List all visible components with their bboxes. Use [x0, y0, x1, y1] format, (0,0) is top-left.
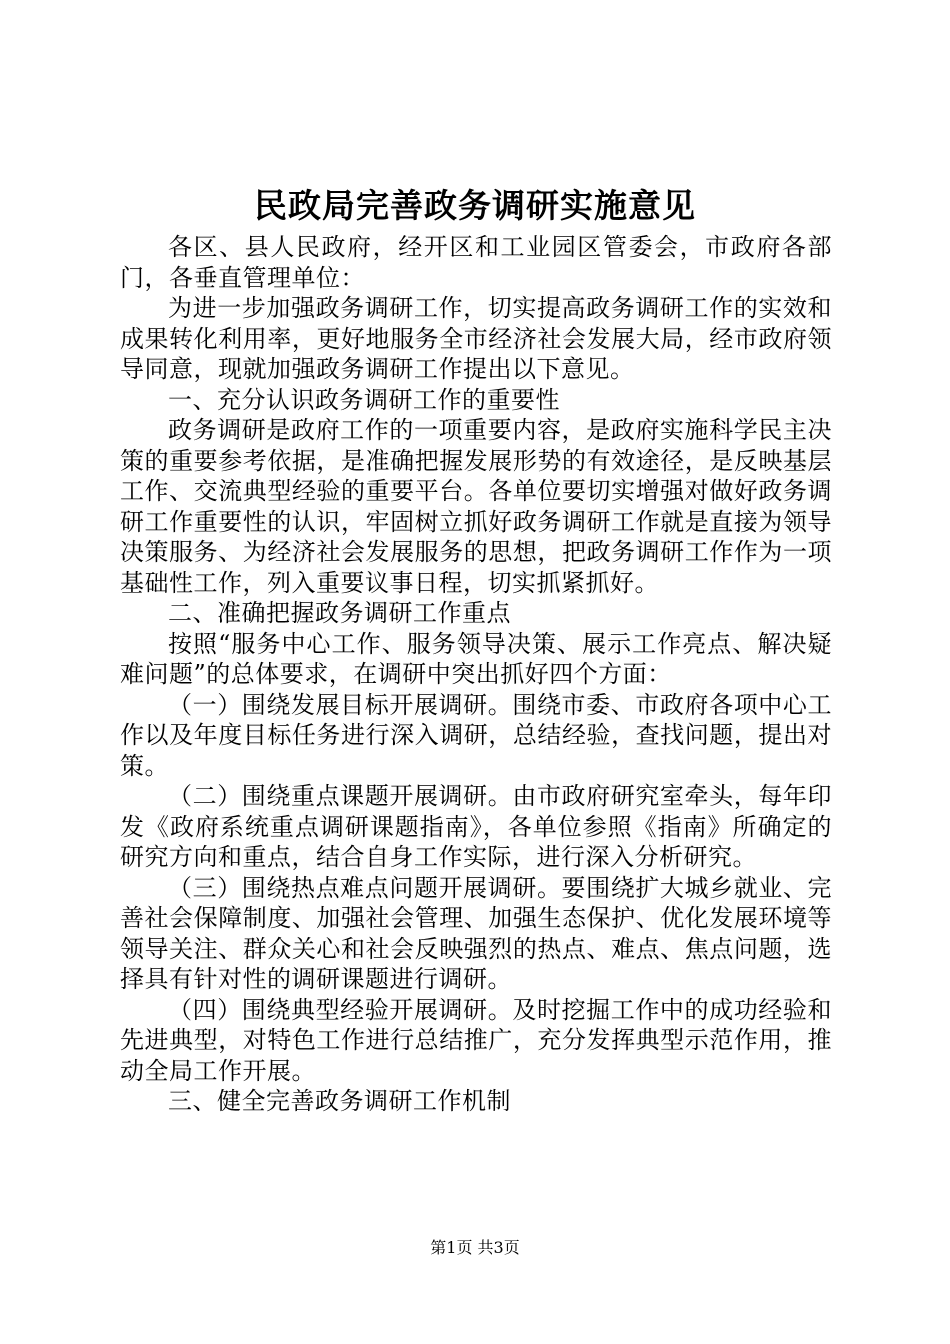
body-paragraph: 政务调研是政府工作的一项重要内容，是政府实施科学民主决策的重要参考依据，是准确把握发展形势的有效途径，是反映基层工作、交流典型经验的重要平台。各单位要切实增强对做好政务调研工作重要性的认识，牢固树立抓好政务调研工作就是直接为领导决策服务、为经济社会发展服务的思想，把政务调研工作作为一项基础性工作，列入重要议事日程，切实抓紧抓好。	[120, 416, 832, 597]
intro-paragraph: 为进一步加强政务调研工作，切实提高政务调研工作的实效和成果转化利用率，更好地服务全市经济社会发展大局，经市政府领导同意，现就加强政务调研工作提出以下意见。	[120, 294, 832, 383]
document-body	[120, 232, 832, 1117]
sub-item-paragraph-1: （一）围绕发展目标开展调研。围绕市委、市政府各项中心工作以及年度目标任务进行深入调研，总结经验，查找问题，提出对策。	[120, 690, 832, 780]
section-heading-2: 二、准确把握政务调研工作重点	[168, 599, 511, 627]
page-number-footer: 第1页 共3页	[430, 1238, 520, 1257]
sub-item-paragraph-2: （二）围绕重点课题开展调研。由市政府研究室牵头，每年印发《政府系统重点调研课题指南》，各单位参照《指南》所确定的研究方向和重点，结合自身工作实际，进行深入分析研究。	[120, 782, 832, 871]
body-paragraph: 按照“服务中心工作、服务领导决策、展示工作亮点、解决疑难问题”的总体要求，在调研中突出抓好四个方面：	[120, 629, 832, 688]
sub-item-paragraph-3: （三）围绕热点难点问题开展调研。要围绕扩大城乡就业、完善社会保障制度、加强社会管理、加强生态保护、优化发展环境等领导关注、群众关心和社会反映强烈的热点、难点、焦点问题，选择具有针对性的调研课题进行调研。	[120, 873, 832, 993]
document-title: 民政局完善政务调研实施意见	[254, 186, 696, 225]
sub-item-paragraph-4: （四）围绕典型经验开展调研。及时挖掘工作中的成功经验和先进典型，对特色工作进行总结推广，充分发挥典型示范作用，推动全局工作开展。	[120, 995, 832, 1085]
salutation-paragraph: 各区、县人民政府，经开区和工业园区管委会，市政府各部门，各垂直管理单位：	[120, 233, 832, 292]
section-heading-3: 三、健全完善政务调研工作机制	[168, 1087, 511, 1115]
section-heading-1: 一、充分认识政务调研工作的重要性	[168, 385, 560, 414]
